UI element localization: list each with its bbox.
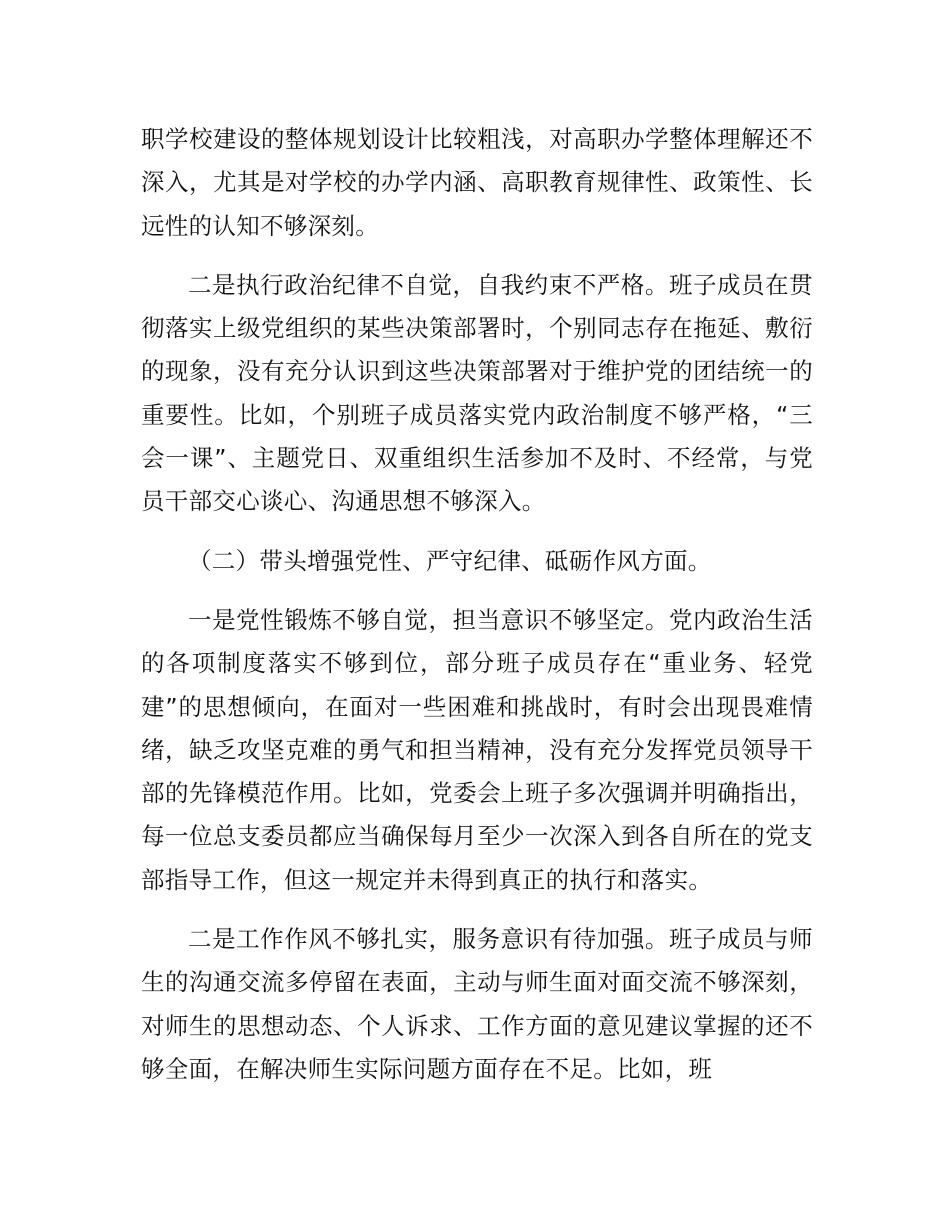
paragraph-political-discipline: 二是执行政治纪律不自觉，自我约束不严格。班子成员在贯彻落实上级党组织的某些决策部署时，个别同志存在拖延、敷衍的现象，没有充分认识到这些决策部署对于维护党的团结统一的重要性。比如，个别班子成员落实党内政治制度不够严格，“三会一课”、主题党日、双重组织生活参加不及时、不经常，与党员干部交心谈心、沟通思想不够深入。 <box>141 270 813 516</box>
paragraph-continuation: 职学校建设的整体规划设计比较粗浅，对高职办学整体理解还不深入，尤其是对学校的办学内涵、高职教育规律性、政策性、长远性的认知不够深刻。 <box>141 125 813 240</box>
paragraph-party-spirit: 一是党性锻炼不够自觉，担当意识不够坚定。党内政治生活的各项制度落实不够到位，部分班子成员存在“重业务、轻党建”的思想倾向，在面对一些困难和挑战时，有时会出现畏难情绪，缺乏攻坚克难的勇气和担当精神，没有充分发挥党员领导干部的先锋模范作用。比如，党委会上班子多次强调并明确指出，每一位总支委员都应当确保每月至少一次深入到各自所在的党支部指导工作，但这一规定并未得到真正的执行和落实。 <box>141 605 813 894</box>
paragraph-work-style: 二是工作作风不够扎实，服务意识有待加强。班子成员与师生的沟通交流多停留在表面，主动与师生面对面交流不够深刻，对师生的思想动态、个人诉求、工作方面的意见建议掌握的还不够全面，在解决师生实际问题方面存在不足。比如，班 <box>141 925 813 1083</box>
document-body <box>141 118 813 1091</box>
section-heading: （二）带头增强党性、严守纪律、砥砺作风方面。 <box>188 546 712 575</box>
